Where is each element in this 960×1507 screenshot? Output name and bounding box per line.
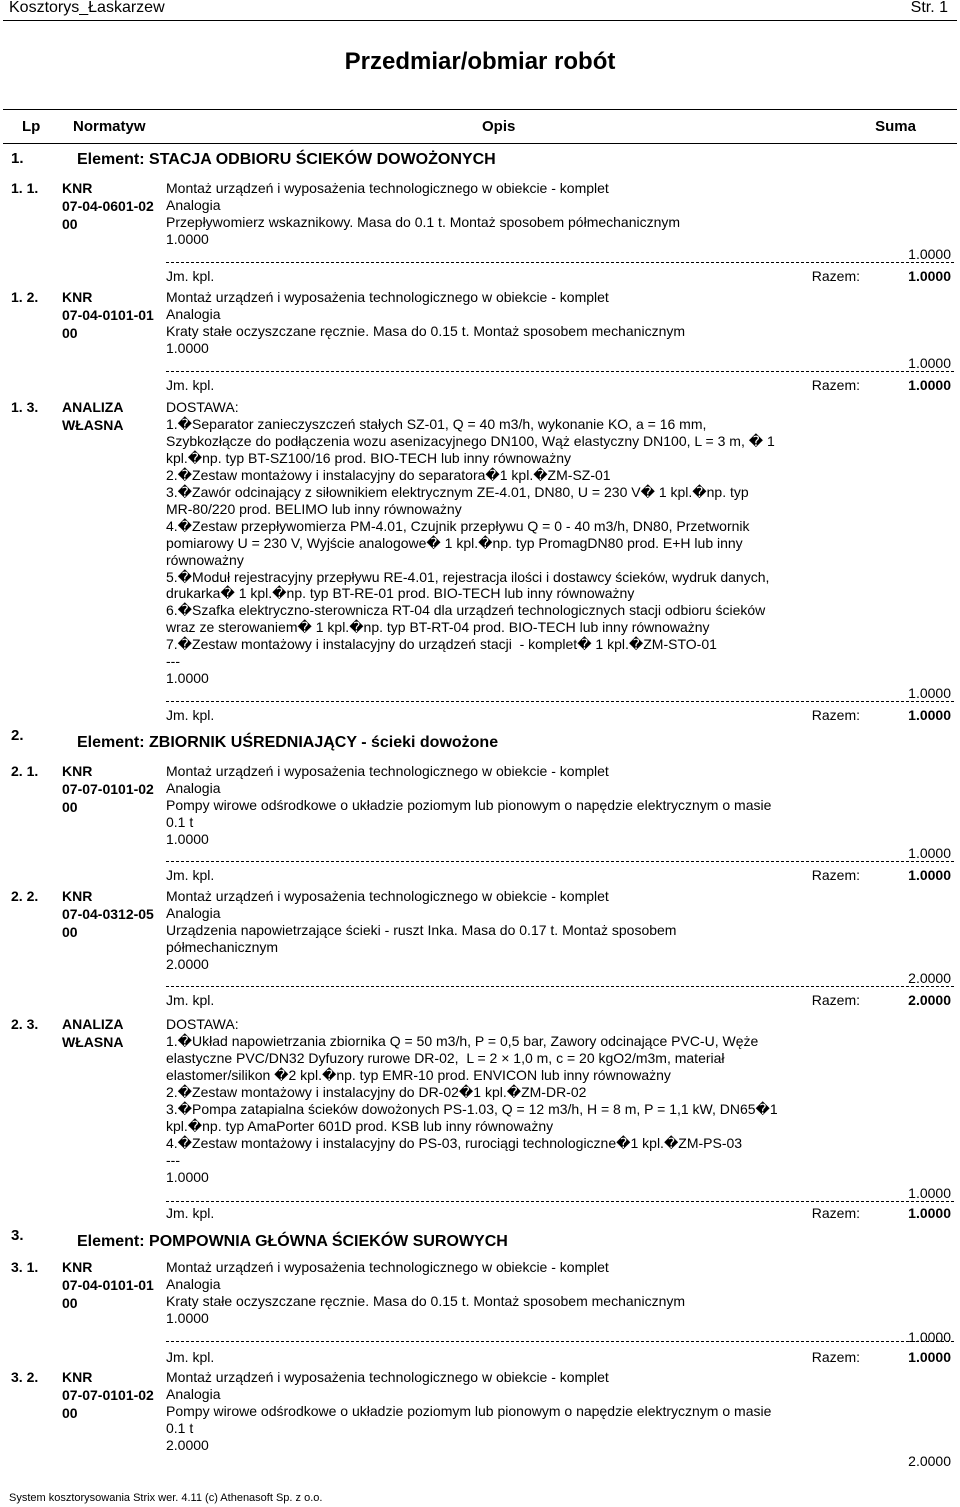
item-line-total: 1.0000 — [908, 246, 951, 262]
item-normatyw: 07-04-0601-02 — [62, 198, 154, 214]
item-normatyw: ANALIZA — [62, 1016, 124, 1032]
item-lp: 1. 1. — [11, 180, 39, 196]
item-normatyw: KNR — [62, 1369, 93, 1385]
item-normatyw: KNR — [62, 1259, 93, 1275]
item-normatyw: 07-07-0101-02 — [62, 1387, 154, 1403]
item-normatyw: 07-04-0312-05 — [62, 906, 154, 922]
item-normatyw: KNR — [62, 763, 93, 779]
item-description: DOSTAWA: 1.�Układ napowietrzania zbiornika Q = 50 m3/h, P = 0,5 bar, Zawory odcinające PVC-U, Węże elastyczne PVC/DN32 Dyfuzory rurowe DR-02, L = 2 × 1,0 m, c = 20 kgO2/m3m, materiał elastomer/silikon �2 kpl.�np. typ EMR-10 prod. ENVICON lub inny równoważny 2.�Zestaw montażowy i instalacyjny do DR-02�1 kpl.�ZM-DR-02 3.�Pompa zatapialna ścieków dowożonych PS-1.03, Q = 12 m3/h, H = 8 m, P = 1,1 kW, DN65�1 kpl.�np. typ AmaPorter 601D prod. KSB lub inny równoważny 4.�Zestaw montażowy i instalacyjny do PS-03, rurociągi technologiczne�1 kpl.�ZM-PS-03 --- 1.0000 — [166, 1016, 778, 1185]
item-lp: 3. 1. — [11, 1259, 39, 1275]
item-normatyw: 07-07-0101-02 — [62, 781, 154, 797]
table-header-top-rule — [3, 109, 957, 110]
item-line-total: 1.0000 — [908, 1329, 951, 1345]
header-rule — [3, 20, 957, 21]
item-normatyw: KNR — [62, 888, 93, 904]
razem-label: Razem: — [811, 867, 860, 883]
item-normatyw: WŁASNA — [62, 417, 124, 433]
sum-separator — [166, 861, 954, 862]
razem-label: Razem: — [811, 992, 860, 1008]
element-title: Element: ZBIORNIK UŚREDNIAJĄCY - ścieki dowożone — [77, 734, 499, 751]
unit-label: Jm. kpl. — [166, 268, 215, 284]
item-lp: 1. 2. — [11, 289, 39, 305]
item-description: Montaż urządzeń i wyposażenia technologicznego w obiekcie - komplet Analogia Przepływomierz wskaznikowy. Masa do 0.1 t. Montaż sposobem półmechanicznym 1.0000 — [166, 180, 681, 247]
razem-label: Razem: — [811, 377, 860, 393]
unit-label: Jm. kpl. — [166, 1205, 215, 1221]
item-line-total: 1.0000 — [908, 355, 951, 371]
item-normatyw: 00 — [62, 924, 78, 940]
item-description: Montaż urządzeń i wyposażenia technologicznego w obiekcie - komplet Analogia Pompy wirowe odśrodkowe o układzie poziomym lub pionowym o napędzie elektrycznym o masie 0.1 t 2.0000 — [166, 1369, 772, 1453]
item-razem-total: 1.0000 — [908, 268, 951, 284]
item-lp: 2. 2. — [11, 888, 39, 904]
item-normatyw: 07-04-0101-01 — [62, 1277, 154, 1293]
item-lp: 3. 2. — [11, 1369, 39, 1385]
unit-label: Jm. kpl. — [166, 707, 215, 723]
unit-label: Jm. kpl. — [166, 1349, 215, 1365]
sum-separator — [166, 262, 954, 263]
element-title: Element: STACJA ODBIORU ŚCIEKÓW DOWOŻONYCH — [77, 151, 496, 168]
item-normatyw: WŁASNA — [62, 1034, 124, 1050]
item-razem-total: 1.0000 — [908, 377, 951, 393]
sum-separator — [166, 701, 954, 702]
sum-separator — [166, 1201, 954, 1202]
element-number: 1. — [11, 150, 24, 167]
item-description: DOSTAWA: 1.�Separator zanieczyszczeń stałych SZ-01, Q = 40 m3/h, wykonanie KO, a = 16 mm, Szybkozłącze do podłączenia wozu asenizacyjnego DN100, Wąż elastyczny DN100, L = 3 m, � 1 kpl.�np. typ BT-SZ100/16 prod. BIO-TECH lub inny równoważny 2.�Zestaw montażowy i instalacyjny do separatora�1 kpl.�ZM-SZ-01 3.�Zawór odcinający z siłownikiem elektrycznym ZE-4.01, DN80, U = 230 V� 1 kpl.�np. typ MR-80/220 prod. BELIMO lub inny równoważny 4.�Zestaw przepływomierza PM-4.01, Czujnik przepływu Q = 0 - 40 m3/h, DN80, Przetwornik pomiarowy U = 230 V, Wyjście analogowe� 1 kpl.�np. typ PromagDN80 prod. E+H lub inny równoważny 5.�Moduł rejestracyjny przepływu RE-4.01, rejestracja ilości i dostawcy ścieków, wydruk danych, drukarka� 1 kpl.�np. typ BT-RE-01 prod. BIO-TECH lub inny równoważny 6.�Szafka elektryczno-sterownicza RT-04 dla urządzeń technologicznych stacji odbioru ścieków wraz ze sterowaniem� 1 kpl.�np. typ BT-RT-04 prod. BIO-TECH lub inny równoważny 7.�Zestaw montażowy i instalacyjny do urządzeń stacji - komplet� 1 kpl.�ZM-STO-01 --- 1.0000 — [166, 399, 775, 687]
item-normatyw: KNR — [62, 289, 93, 305]
item-description: Montaż urządzeń i wyposażenia technologicznego w obiekcie - komplet Analogia Kraty stałe oczyszczane ręcznie. Masa do 0.15 t. Montaż sposobem mechanicznym 1.0000 — [166, 289, 686, 356]
column-suma: Suma — [875, 118, 916, 135]
item-normatyw: 00 — [62, 325, 78, 341]
item-normatyw: 07-04-0101-01 — [62, 307, 154, 323]
item-razem-total: 2.0000 — [908, 992, 951, 1008]
item-line-total: 1.0000 — [908, 685, 951, 701]
sum-separator — [166, 986, 954, 987]
page-title: Przedmiar/obmiar robót — [344, 48, 616, 75]
item-lp: 1. 3. — [11, 399, 39, 415]
item-normatyw: 00 — [62, 799, 78, 815]
item-line-total: 1.0000 — [908, 845, 951, 861]
unit-label: Jm. kpl. — [166, 377, 215, 393]
item-razem-total: 1.0000 — [908, 1349, 951, 1365]
item-normatyw: 00 — [62, 1405, 78, 1421]
sum-separator — [166, 1341, 954, 1342]
item-razem-total: 1.0000 — [908, 867, 951, 883]
document-name: Kosztorys_Łaskarzew — [9, 0, 165, 16]
item-lp: 2. 3. — [11, 1016, 39, 1032]
razem-label: Razem: — [811, 268, 860, 284]
column-normatyw: Normatyw — [73, 118, 146, 135]
item-normatyw: 00 — [62, 216, 78, 232]
element-number: 3. — [11, 1227, 24, 1244]
razem-label: Razem: — [811, 707, 860, 723]
column-lp: Lp — [22, 118, 41, 135]
element-title: Element: POMPOWNIA GŁÓWNA ŚCIEKÓW SUROWYCH — [77, 1233, 508, 1250]
unit-label: Jm. kpl. — [166, 992, 215, 1008]
footer-note: System kosztorysowania Strix wer. 4.11 (c) Athenasoft Sp. z o.o. — [9, 1492, 323, 1504]
item-line-total: 1.0000 — [908, 1185, 951, 1201]
unit-label: Jm. kpl. — [166, 867, 215, 883]
item-description: Montaż urządzeń i wyposażenia technologicznego w obiekcie - komplet Analogia Urządzenia napowietrzające ścieki - ruszt Inka. Masa do 0.17 t. Montaż sposobem półmechanicznym 2.0000 — [166, 888, 677, 972]
item-normatyw: 00 — [62, 1295, 78, 1311]
razem-label: Razem: — [811, 1349, 860, 1365]
element-number: 2. — [11, 727, 24, 744]
item-description: Montaż urządzeń i wyposażenia technologicznego w obiekcie - komplet Analogia Kraty stałe oczyszczane ręcznie. Masa do 0.15 t. Montaż sposobem mechanicznym 1.0000 — [166, 1259, 686, 1326]
column-opis: Opis — [482, 118, 516, 135]
item-normatyw: ANALIZA — [62, 399, 124, 415]
page-number: Str. 1 — [910, 0, 948, 16]
table-header-bottom-rule — [3, 143, 957, 144]
item-razem-total: 1.0000 — [908, 707, 951, 723]
item-lp: 2. 1. — [11, 763, 39, 779]
item-razem-total: 1.0000 — [908, 1205, 951, 1221]
item-description: Montaż urządzeń i wyposażenia technologicznego w obiekcie - komplet Analogia Pompy wirowe odśrodkowe o układzie poziomym lub pionowym o napędzie elektrycznym o masie 0.1 t 1.0000 — [166, 763, 772, 847]
razem-label: Razem: — [811, 1205, 860, 1221]
item-line-total: 2.0000 — [908, 1453, 951, 1469]
item-line-total: 2.0000 — [908, 970, 951, 986]
item-normatyw: KNR — [62, 180, 93, 196]
sum-separator — [166, 371, 954, 372]
